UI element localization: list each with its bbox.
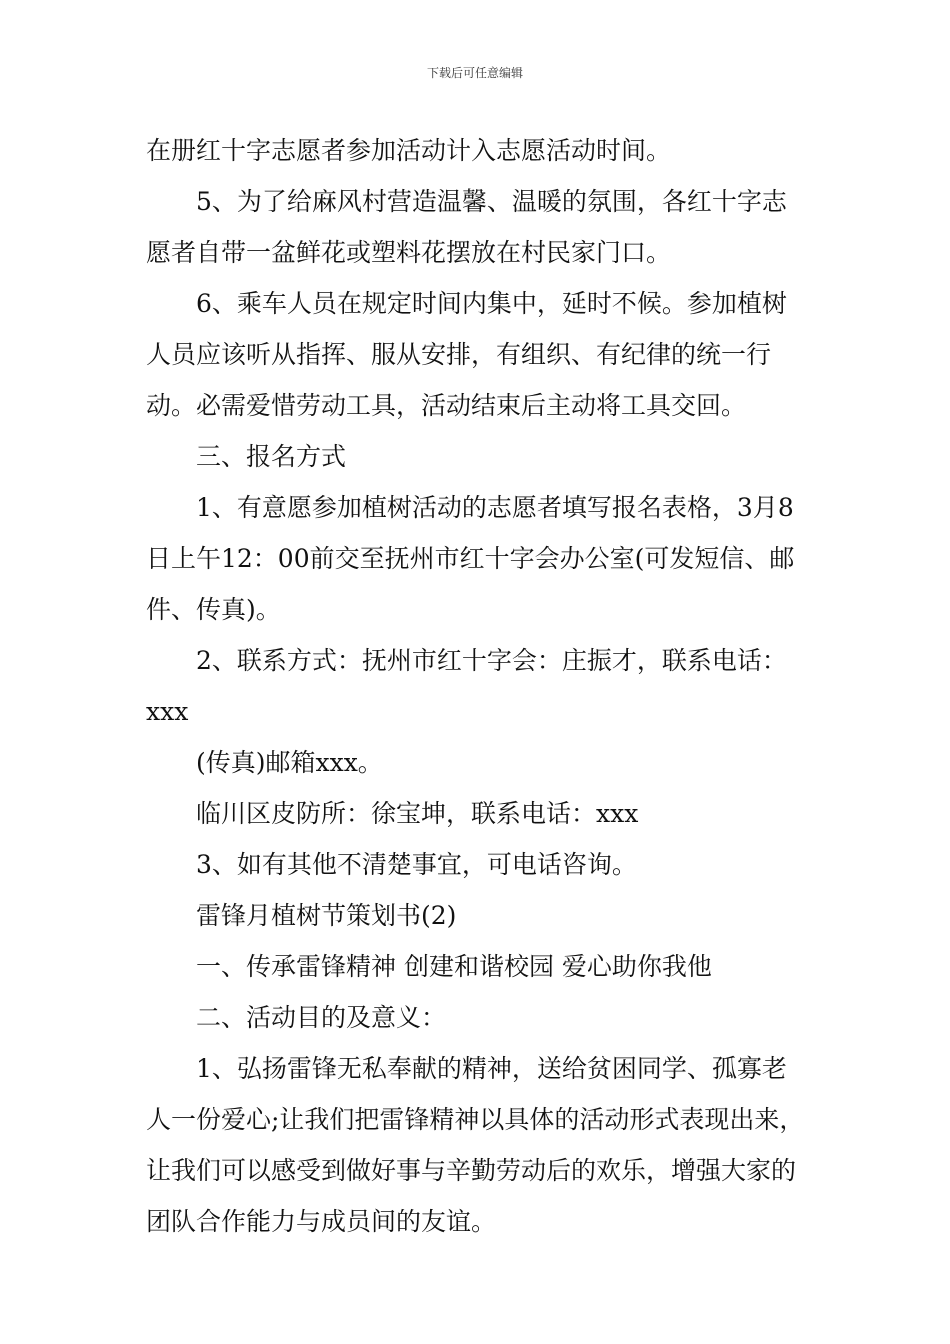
contact-fax-email: (传真)邮箱xxx。	[196, 748, 383, 777]
document-body	[146, 125, 806, 1247]
contact-phone-value: xxx	[146, 697, 189, 726]
paragraph-inquiry-3: 3、如有其他不清楚事宜，可电话咨询。	[196, 850, 637, 879]
paragraph-continuation: 在册红十字志愿者参加活动计入志愿活动时间。	[146, 136, 672, 165]
section-heading-theme: 一、传承雷锋精神 创建和谐校园 爱心助你我他	[196, 952, 712, 981]
section-heading-registration: 三、报名方式	[196, 442, 347, 471]
document-title-part-2: 雷锋月植树节策划书(2)	[196, 901, 457, 930]
page-header-note: 下载后可任意编辑	[426, 66, 523, 80]
paragraph-item-5: 5、为了给麻风村营造温馨、温暖的氛围，各红十字志愿者自带一盆鲜花或塑料花摆放在村民家门口。	[146, 187, 787, 267]
contact-linchuan: 临川区皮防所：徐宝坤，联系电话：xxx	[196, 799, 639, 828]
paragraph-item-6: 6、乘车人员在规定时间内集中，延时不候。参加植树人员应该听从指挥、服从安排，有组织、有纪律的统一行动。必需爱惜劳动工具，活动结束后主动将工具交回。	[146, 289, 787, 420]
paragraph-registration-1: 1、有意愿参加植树活动的志愿者填写报名表格，3月8日上午12：00前交至抚州市红十字会办公室(可发短信、邮件、传真)。	[146, 493, 795, 624]
paragraph-purpose-1: 1、弘扬雷锋无私奉献的精神，送给贫困同学、孤寡老人一份爱心;让我们把雷锋精神以具体的活动形式表现出来，让我们可以感受到做好事与辛勤劳动后的欢乐，增强大家的团队合作能力与成员间的友谊。	[146, 1054, 805, 1236]
paragraph-contact-2: 2、联系方式：抚州市红十字会：庄振才，联系电话：	[196, 646, 787, 675]
section-heading-purpose: 二、活动目的及意义：	[196, 1003, 447, 1032]
